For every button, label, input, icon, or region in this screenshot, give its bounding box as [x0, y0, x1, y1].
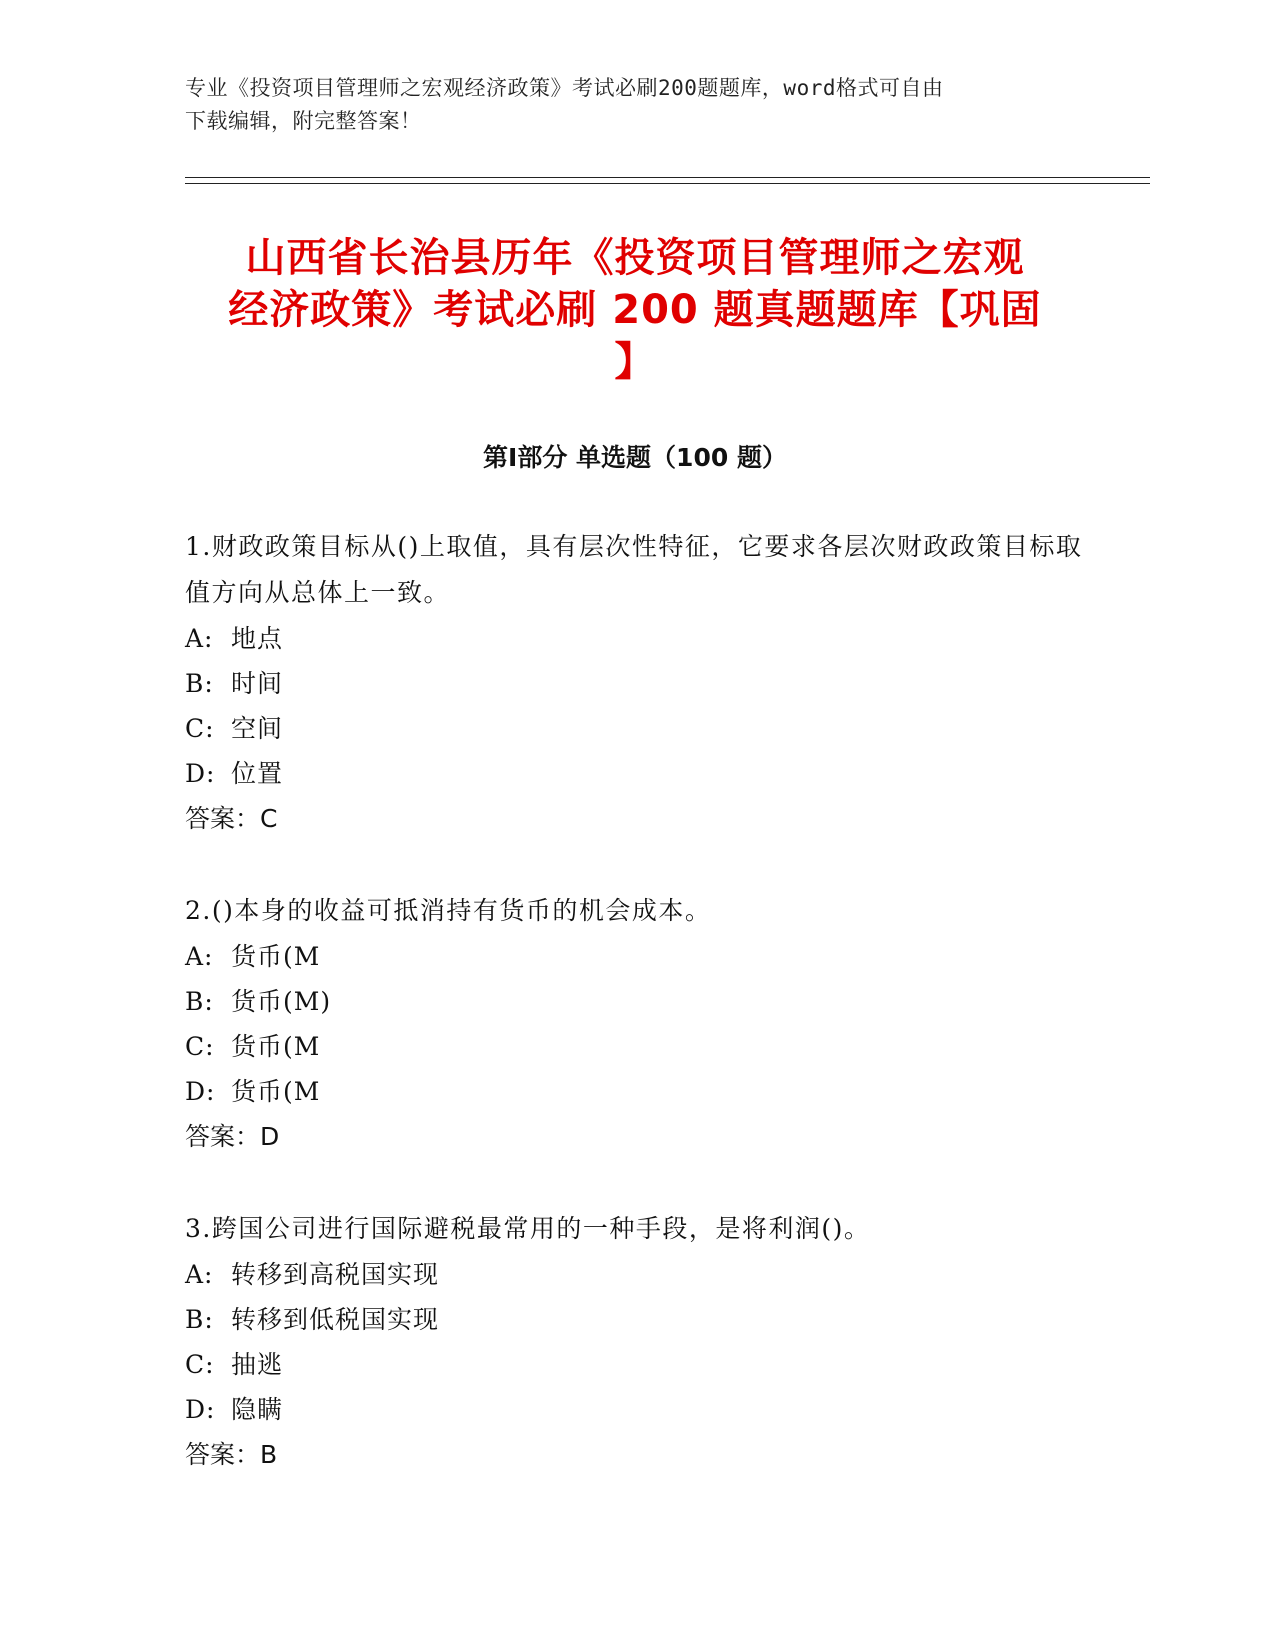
option-key: D: — [185, 1077, 216, 1106]
option-d — [185, 1387, 1085, 1432]
option-text: 抽逃 — [231, 1350, 284, 1379]
option-text: 货币(M — [231, 1077, 321, 1106]
option-text: 转移到低税国实现 — [231, 1305, 440, 1334]
question-stem: 2.()本身的收益可抵消持有货币的机会成本。 — [185, 896, 712, 925]
question-stem: 1.财政政策目标从()上取值，具有层次性特征，它要求各层次财政政策目标取值方向从总体上一致。 — [185, 532, 1083, 607]
option-b — [185, 979, 1085, 1024]
option-key: B: — [185, 1305, 214, 1334]
answer-line: 答案：D — [185, 1122, 280, 1151]
option-text: 空间 — [231, 714, 284, 743]
option-text: 时间 — [231, 669, 284, 698]
option-a — [185, 1252, 1085, 1297]
option-c — [185, 1342, 1085, 1387]
option-b — [185, 661, 1085, 706]
option-text: 位置 — [231, 759, 284, 788]
option-a — [185, 616, 1085, 661]
document-title-line-1: 山西省长治县历年《投资项目管理师之宏观 — [245, 235, 1025, 281]
option-d — [185, 751, 1085, 796]
option-key: A: — [185, 624, 214, 653]
option-c — [185, 1024, 1085, 1069]
option-text: 隐瞒 — [231, 1395, 284, 1424]
option-d — [185, 1069, 1085, 1114]
option-text: 转移到高税国实现 — [231, 1260, 440, 1289]
question-stem: 3.跨国公司进行国际避税最常用的一种手段，是将利润()。 — [185, 1214, 871, 1243]
document-title — [185, 232, 1085, 388]
option-key: C: — [185, 1350, 215, 1379]
document-title-line-2: 经济政策》考试必刷 200 题真题题库【巩固 — [228, 287, 1042, 333]
header-note — [185, 72, 1085, 138]
option-key: D: — [185, 759, 216, 788]
option-key: C: — [185, 1032, 215, 1061]
option-key: B: — [185, 669, 214, 698]
option-key: D: — [185, 1395, 216, 1424]
question-3 — [185, 1206, 1085, 1477]
section-heading: 第Ⅰ部分 单选题（100 题） — [483, 443, 787, 472]
option-text: 货币(M — [231, 1032, 321, 1061]
option-text: 货币(M) — [231, 987, 332, 1016]
option-c — [185, 706, 1085, 751]
option-a — [185, 934, 1085, 979]
option-text: 地点 — [231, 624, 284, 653]
header-note-line-2: 下载编辑，附完整答案！ — [185, 109, 422, 133]
header-divider-top — [185, 177, 1150, 178]
answer-line: 答案：B — [185, 1440, 278, 1469]
header-note-line-1: 专业《投资项目管理师之宏观经济政策》考试必刷200题题库，word格式可自由 — [185, 76, 944, 100]
option-key: B: — [185, 987, 214, 1016]
question-2 — [185, 888, 1085, 1159]
question-1 — [185, 524, 1085, 841]
option-key: A: — [185, 942, 214, 971]
header-divider-bottom — [185, 183, 1150, 184]
option-b — [185, 1297, 1085, 1342]
answer-line: 答案：C — [185, 804, 278, 833]
option-key: A: — [185, 1260, 214, 1289]
option-text: 货币(M — [231, 942, 321, 971]
option-key: C: — [185, 714, 215, 743]
document-title-line-3: 】 — [614, 339, 656, 385]
